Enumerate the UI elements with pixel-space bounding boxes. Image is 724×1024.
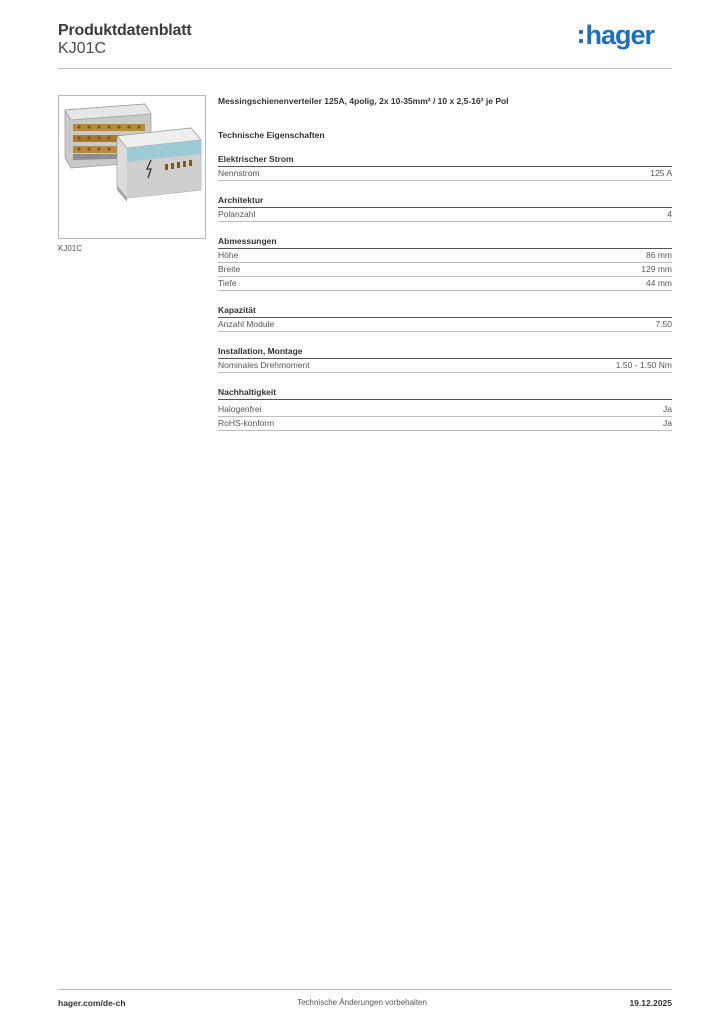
logo-text: hager — [585, 20, 654, 50]
spec-content — [218, 95, 672, 431]
spec-label: Tiefe — [218, 278, 237, 288]
spec-label: Halogenfrei — [218, 404, 262, 414]
spec-value: 129 mm — [641, 264, 672, 274]
spec-row — [218, 277, 672, 291]
product-code: KJ01C — [58, 40, 107, 57]
logo-dots-icon — [579, 30, 583, 43]
spec-label: Nennstrom — [218, 168, 260, 178]
footer-website-link[interactable]: hager.com/de-ch — [58, 998, 126, 1008]
spec-row — [218, 359, 672, 373]
spec-label: Polanzahl — [218, 209, 256, 219]
spec-group-elektrischer-strom — [218, 153, 672, 181]
spec-row — [218, 249, 672, 263]
group-title: Nachhaltigkeit — [218, 386, 672, 400]
hager-logo — [579, 22, 654, 48]
group-title: Abmessungen — [218, 235, 672, 249]
spec-value: 7.50 — [655, 319, 672, 329]
footer-divider — [58, 989, 672, 990]
group-title: Kapazität — [218, 304, 672, 318]
busbar-distributor-illustration — [59, 96, 205, 238]
page-title: Produktdatenblatt — [58, 22, 192, 39]
spec-value: 44 mm — [646, 278, 672, 288]
page-header — [58, 20, 672, 70]
spec-row — [218, 263, 672, 277]
spec-value: 4 — [667, 209, 672, 219]
footer-date: 19.12.2025 — [629, 998, 672, 1008]
spec-value: Ja — [663, 418, 672, 428]
spec-group-kapazitaet — [218, 304, 672, 332]
spec-value: 86 mm — [646, 250, 672, 260]
footer-notice: Technische Änderungen vorbehalten — [297, 998, 427, 1007]
spec-group-installation-montage — [218, 345, 672, 373]
spec-row — [218, 403, 672, 417]
group-title: Installation, Montage — [218, 345, 672, 359]
spec-row — [218, 167, 672, 181]
image-caption: KJ01C — [58, 244, 83, 253]
header-divider — [58, 68, 672, 69]
spec-label: Anzahl Module — [218, 319, 275, 329]
spec-label: Nominales Drehmoment — [218, 360, 310, 370]
product-description: Messingschienenverteiler 125A, 4polig, 2x 10-35mm² / 10 x 2,5-16² je Pol — [218, 96, 509, 106]
spec-label: RoHS-konform — [218, 418, 275, 428]
spec-label: Höhe — [218, 250, 239, 260]
spec-group-nachhaltigkeit — [218, 386, 672, 431]
section-title: Technische Eigenschaften — [218, 130, 325, 140]
spec-row — [218, 208, 672, 222]
spec-row — [218, 318, 672, 332]
spec-label: Breite — [218, 264, 241, 274]
spec-value: 1.50 - 1.50 Nm — [615, 360, 672, 370]
product-image — [58, 95, 206, 239]
spec-value: 125 A — [650, 168, 672, 178]
spec-group-architektur — [218, 194, 672, 222]
group-title: Elektrischer Strom — [218, 153, 672, 167]
spec-group-abmessungen — [218, 235, 672, 291]
group-title: Architektur — [218, 194, 672, 208]
spec-value: Ja — [663, 404, 672, 414]
spec-row — [218, 417, 672, 431]
